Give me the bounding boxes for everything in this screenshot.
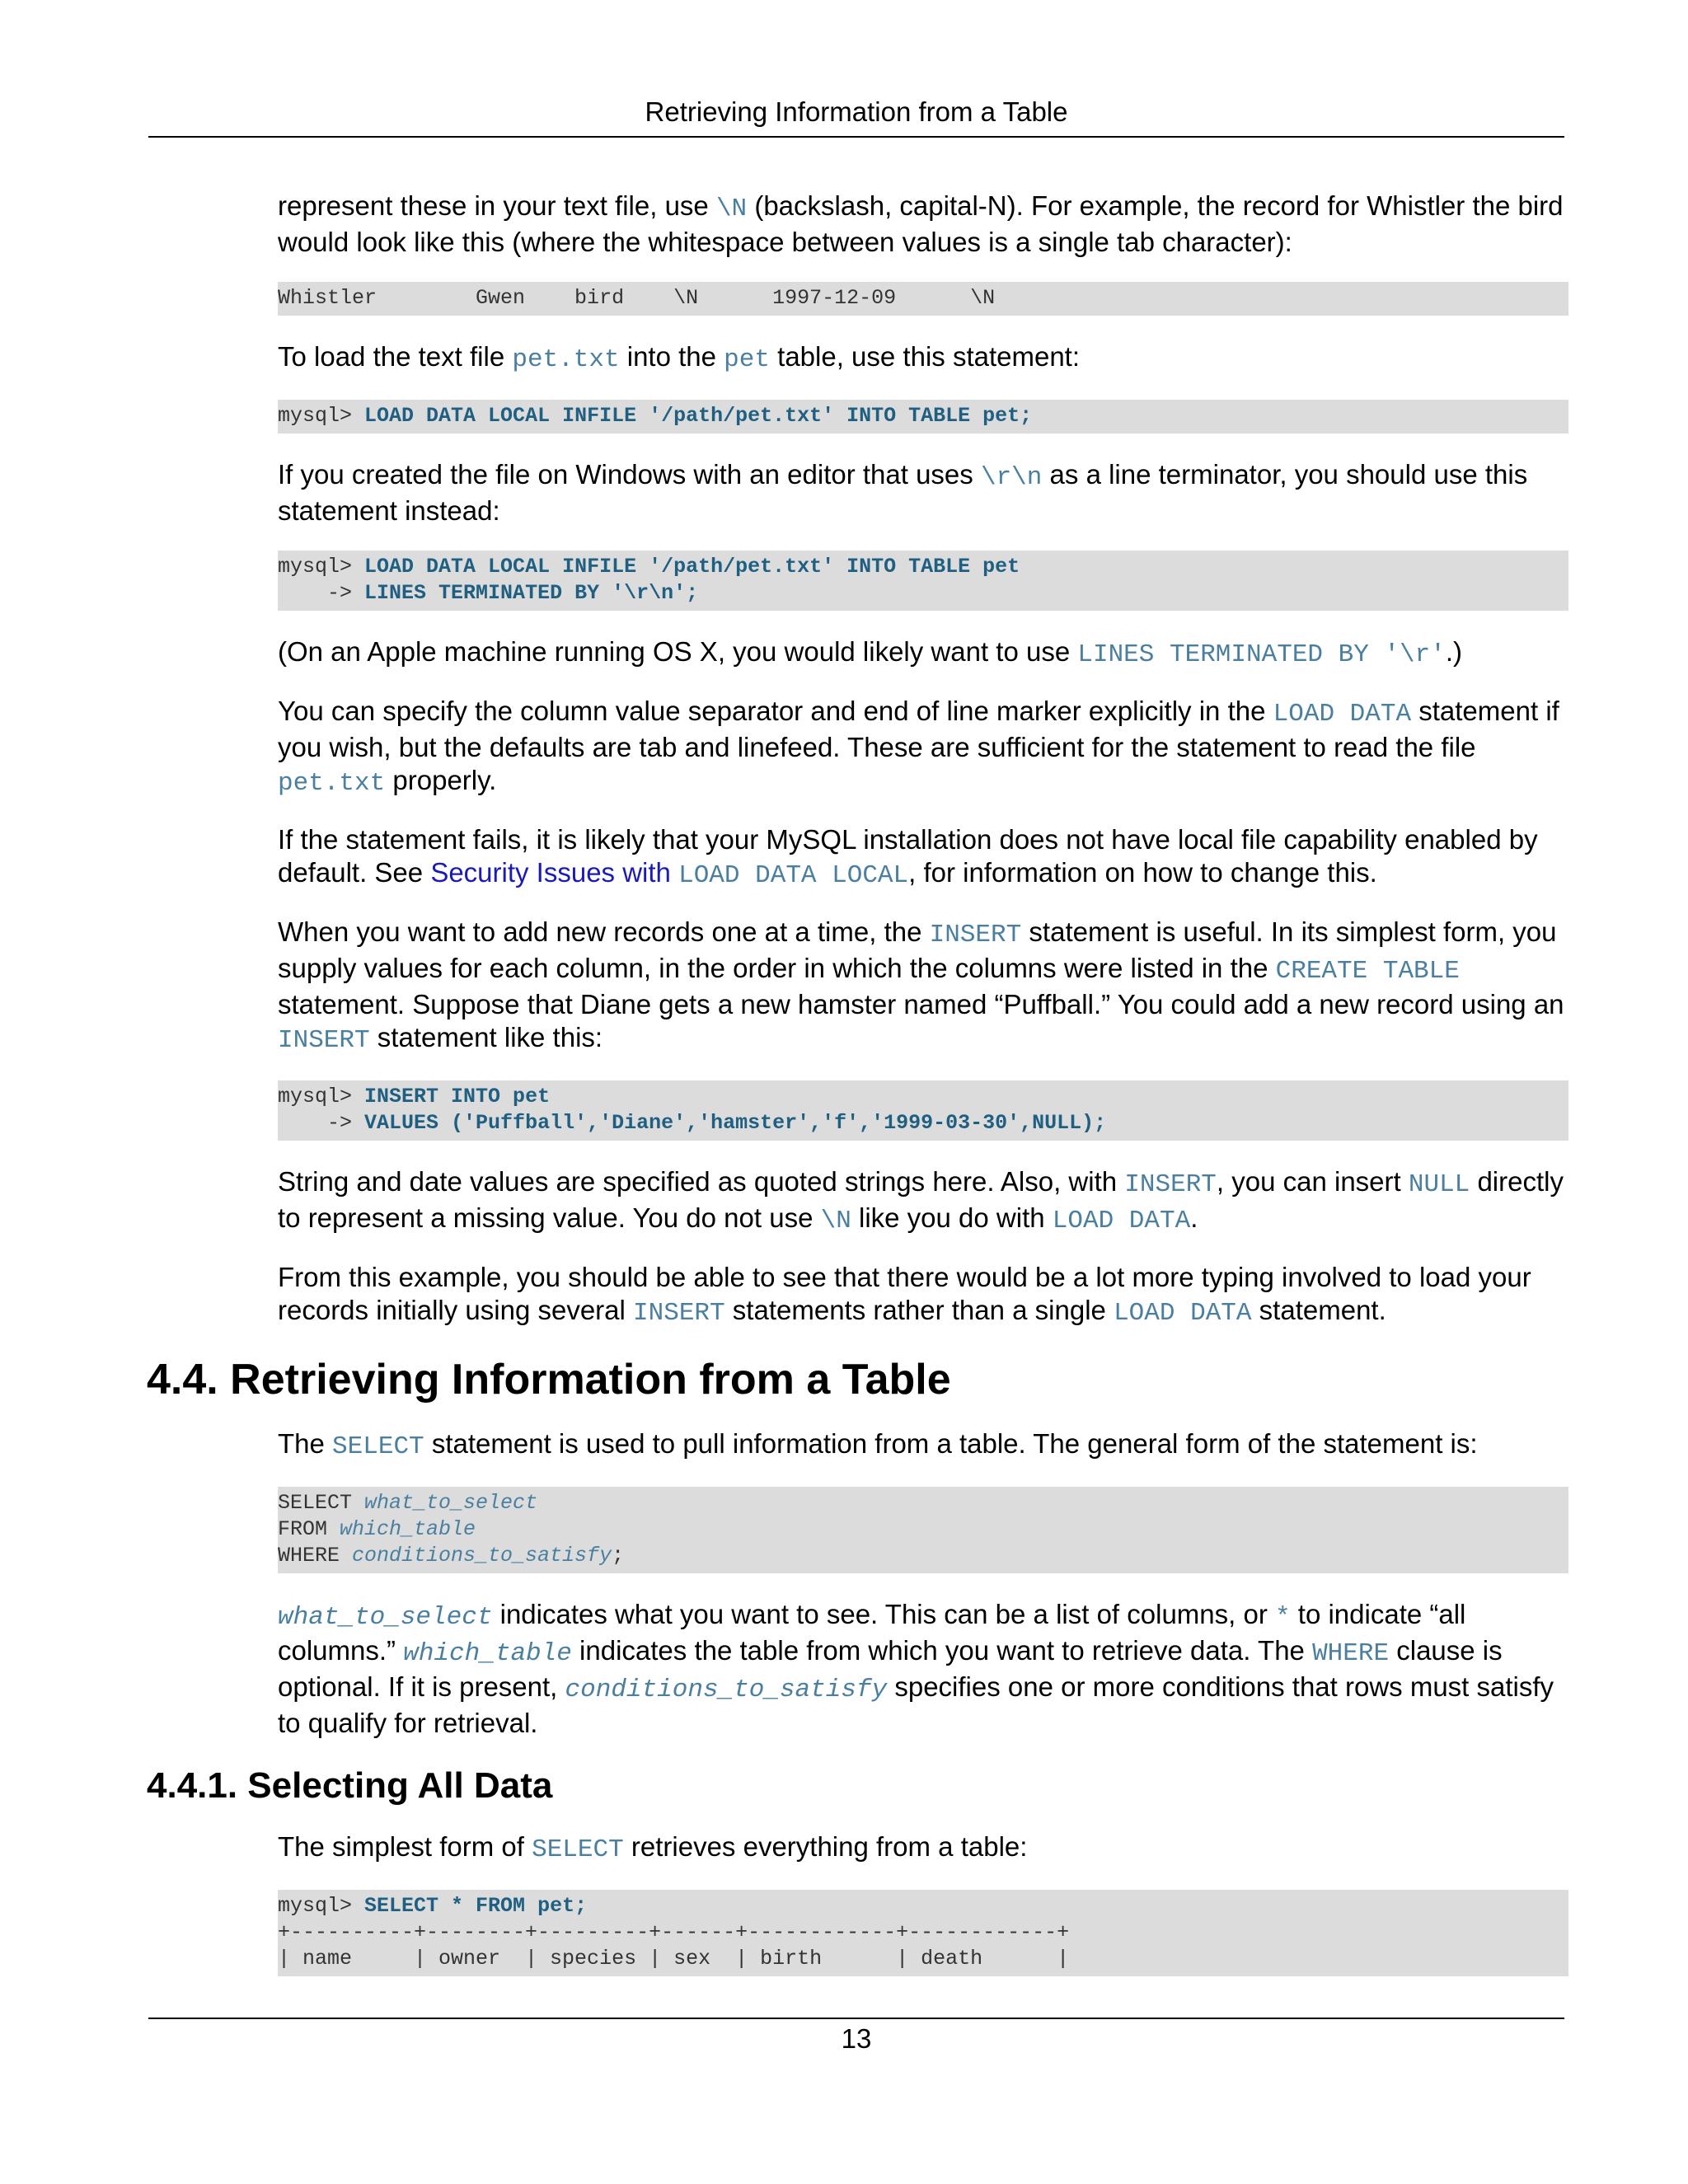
paragraph: The simplest form of SELECT retrieves everything from a table: [278, 1831, 1028, 1864]
code-block: mysql> LOAD DATA LOCAL INFILE '/path/pet.txt' INTO TABLE pet; [278, 400, 1568, 434]
paragraph: If the statement fails, it is likely that your MySQL installation does not have local file capability enabled by default. See Security Issues with LOAD DATA LOCAL, for information on how to change this. [278, 824, 1538, 890]
code-block: mysql> INSERT INTO pet -> VALUES ('Puffball','Diane','hamster','f','1999-03-30',NULL); [278, 1080, 1568, 1141]
section-heading: 4.4. Retrieving Information from a Table [147, 1356, 951, 1404]
code-block: mysql> LOAD DATA LOCAL INFILE '/path/pet.txt' INTO TABLE pet -> LINES TERMINATED BY '\r\n'; [278, 551, 1568, 611]
paragraph: If you created the file on Windows with an editor that uses \r\n as a line terminator, you should use this statement instead: [278, 459, 1528, 526]
security-issues-link[interactable]: Security Issues with LOAD DATA LOCAL [430, 857, 909, 890]
paragraph: From this example, you should be able to see that there would be a lot more typing involved to load your records initially using several INSERT statements rather than a single LOAD DATA statement. [278, 1262, 1531, 1328]
page-header: Retrieving Information from a Table [645, 96, 1068, 127]
code-block: Whistler Gwen bird \N 1997-12-09 \N [278, 282, 1568, 316]
paragraph: what_to_select indicates what you want to see. This can be a list of columns, or * to indicate “all columns.” which_table indicates the table from which you want to retrieve data. The WHERE clause is optional. If it is present, conditions_to_satisfy specifies one or more conditions that rows must satisfy to qualify for retrieval. [278, 1599, 1554, 1738]
code-block: SELECT what_to_select FROM which_table WHERE conditions_to_satisfy; [278, 1487, 1568, 1573]
header-rule [148, 136, 1564, 138]
page-number: 13 [841, 2023, 872, 2054]
paragraph: String and date values are specified as quoted strings here. Also, with INSERT, you can insert NULL directly to represent a missing value. You do not use \N like you do with LOAD DATA. [278, 1166, 1564, 1235]
paragraph: You can specify the column value separator and end of line marker explicitly in the LOAD DATA statement if you wish, but the defaults are tab and linefeed. These are sufficient for the statement to read the file pet.txt properly. [278, 696, 1559, 798]
paragraph: When you want to add new records one at a time, the INSERT statement is useful. In its simplest form, you supply values for each column, in the order in which the columns were listed in the CREATE TABLE statement. Suppose that Diane gets a new hamster named “Puffball.” You could add a new record using an INSERT statement like this: [278, 916, 1564, 1055]
paragraph: represent these in your text file, use \N (backslash, capital-N). For example, the record for Whistler the bird would look like this (where the whitespace between values is a single tab character): [278, 190, 1564, 257]
paragraph: (On an Apple machine running OS X, you would likely want to use LINES TERMINATED BY '\r'.) [278, 636, 1463, 669]
paragraph: To load the text file pet.txt into the pet table, use this statement: [278, 341, 1081, 374]
subsection-heading: 4.4.1. Selecting All Data [147, 1765, 553, 1806]
page-content [147, 190, 1568, 2001]
footer-rule [148, 2018, 1564, 2019]
code-block: mysql> SELECT * FROM pet; +----------+--------+---------+------+------------+------------+ | name | owner | species | sex | birth | death | [278, 1890, 1568, 1976]
paragraph: The SELECT statement is used to pull information from a table. The general form of the statement is: [278, 1428, 1478, 1461]
